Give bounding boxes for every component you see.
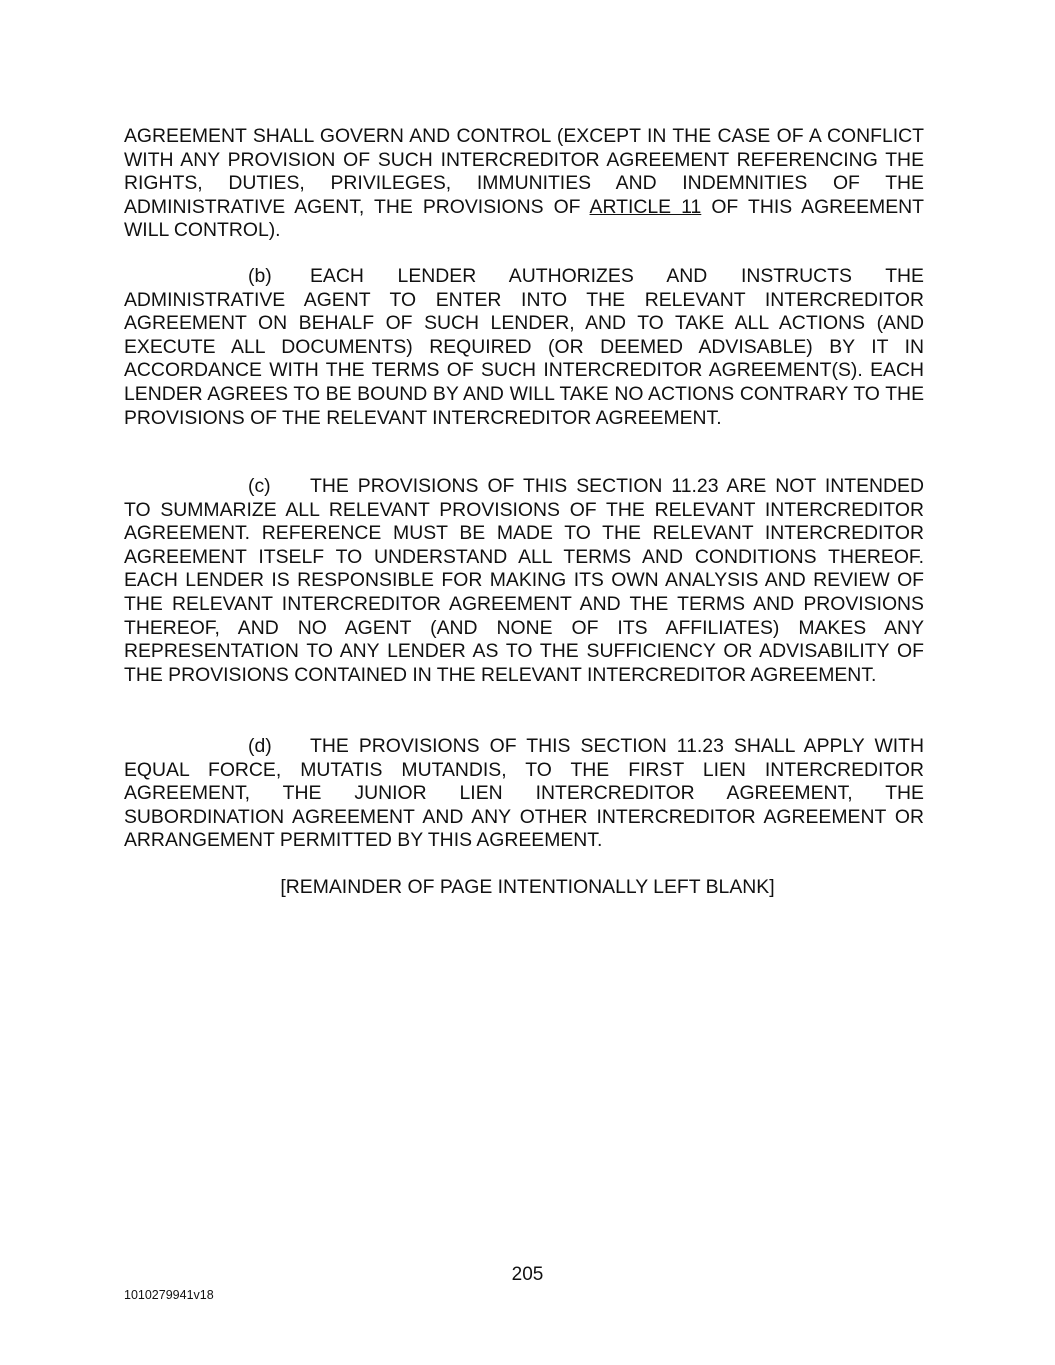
article-11-reference[interactable]: ARTICLE 11 <box>589 195 702 218</box>
page-number: 205 <box>511 1264 544 1285</box>
paragraph-d <box>124 735 924 853</box>
paragraph-b <box>124 265 924 430</box>
intro-text-start: AGREEMENT SHALL GOVERN AND CONTROL (EXCEPT IN THE CASE OF A CONFLICT WITH ANY PROVISION OF SUCH INTERCREDITOR AGREEMENT REFERENCING THE RIGHTS, DUTIES, PRIVILEGES, IMMUNITIES AND INDEMNITIES OF THE ADMINISTRATIVE AGENT, THE PROVISIONS OF <box>124 125 924 218</box>
paragraph-label-d: (d) <box>248 735 272 757</box>
paragraph-label-b: (b) <box>248 265 272 287</box>
remainder-notice: [REMAINDER OF PAGE INTENTIONALLY LEFT BLANK] <box>280 876 775 898</box>
paragraph-text-c: THE PROVISIONS OF THIS SECTION 11.23 ARE NOT INTENDED TO SUMMARIZE ALL RELEVANT PROVISIONS OF THE RELEVANT INTERCREDITOR AGREEMENT. REFERENCE MUST BE MADE TO THE RELEVANT INTERCREDITOR AGREEMENT ITSELF TO UNDERSTAND ALL TERMS AND CONDITIONS THEREOF. EACH LENDER IS RESPONSIBLE FOR MAKING ITS OWN ANALYSIS AND REVIEW OF THE RELEVANT INTERCREDITOR AGREEMENT AND THE TERMS AND PROVISIONS THEREOF, AND NO AGENT (AND NONE OF ITS AFFILIATES) MAKES ANY REPRESENTATION TO ANY LENDER AS TO THE SUFFICIENCY OR ADVISABILITY OF THE PROVISIONS CONTAINED IN THE RELEVANT INTERCREDITOR AGREEMENT. <box>124 475 924 686</box>
intro-text-end: OF THIS AGREEMENT WILL CONTROL). <box>124 195 924 242</box>
document-id: 1010279941v18 <box>124 1288 214 1302</box>
paragraph-text-b: EACH LENDER AUTHORIZES AND INSTRUCTS THE ADMINISTRATIVE AGENT TO ENTER INTO THE RELEVANT INTERCREDITOR AGREEMENT ON BEHALF OF SUCH LENDER, AND TO TAKE ALL ACTIONS (AND EXECUTE ALL DOCUMENTS) REQUIRED (OR DEEMED ADVISABLE) BY IT IN ACCORDANCE WITH THE TERMS OF SUCH INTERCREDITOR AGREEMENT(S). EACH LENDER AGREES TO BE BOUND BY AND WILL TAKE NO ACTIONS CONTRARY TO THE PROVISIONS OF THE RELEVANT INTERCREDITOR AGREEMENT. <box>124 265 924 429</box>
paragraph-text-d: THE PROVISIONS OF THIS SECTION 11.23 SHALL APPLY WITH EQUAL FORCE, MUTATIS MUTANDIS, TO THE FIRST LIEN INTERCREDITOR AGREEMENT, THE JUNIOR LIEN INTERCREDITOR AGREEMENT, THE SUBORDINATION AGREEMENT AND ANY OTHER INTERCREDITOR AGREEMENT OR ARRANGEMENT PERMITTED BY THIS AGREEMENT. <box>124 735 924 852</box>
paragraph-label-c: (c) <box>248 475 271 497</box>
paragraph-intro <box>124 125 924 243</box>
paragraph-c <box>124 475 924 687</box>
